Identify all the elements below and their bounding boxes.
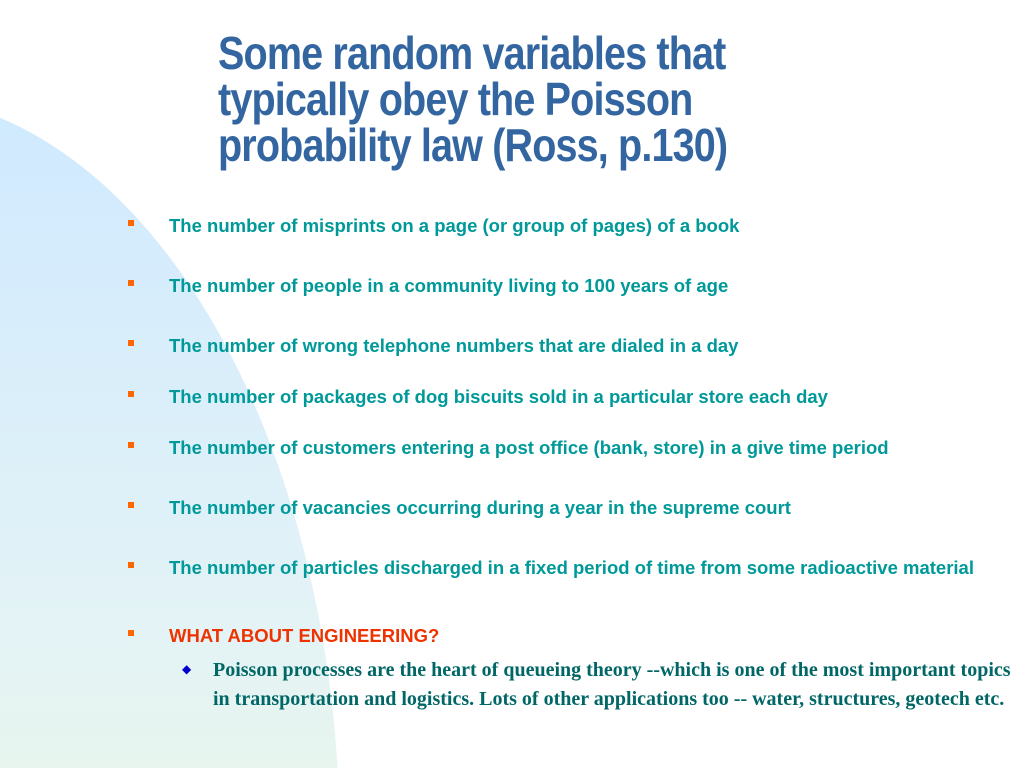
bullet-text: The number of misprints on a page (or group of pages) of a book: [169, 215, 740, 236]
bullet-text: The number of vacancies occurring during a year in the supreme court: [169, 497, 791, 518]
bullet-text: The number of customers entering a post office (bank, store) in a give time period: [169, 437, 889, 458]
square-bullet-icon: [128, 220, 134, 226]
square-bullet-icon: [128, 391, 134, 397]
bullet-text: The number of wrong telephone numbers that are dialed in a day: [169, 335, 739, 356]
bullet-text: The number of particles discharged in a fixed period of time from some radioactive material: [169, 557, 974, 578]
bullet-text: The number of packages of dog biscuits sold in a particular store each day: [169, 386, 828, 407]
slide-title: [218, 27, 889, 171]
square-bullet-icon: [128, 340, 134, 346]
title-line-2: typically obey the Poisson: [218, 73, 693, 125]
bullet-text: The number of people in a community living to 100 years of age: [169, 275, 729, 296]
square-bullet-icon: [128, 442, 134, 448]
square-bullet-icon: [128, 562, 134, 568]
diamond-bullet-icon: ◆: [182, 662, 192, 676]
sub-bullet-text: Poisson processes are the heart of queueing theory --which is one of the most important topics in transportation and logistics. Lots of other applications too -- water, structures, geotech etc.: [213, 659, 1011, 710]
title-line-3: probability law (Ross, p.130): [218, 119, 728, 171]
title-line-1: Some random variables that: [218, 27, 726, 79]
square-bullet-icon: [128, 280, 134, 286]
engineering-question: WHAT ABOUT ENGINEERING?: [169, 625, 440, 646]
square-bullet-icon: [128, 502, 134, 508]
square-bullet-icon: [128, 630, 134, 636]
